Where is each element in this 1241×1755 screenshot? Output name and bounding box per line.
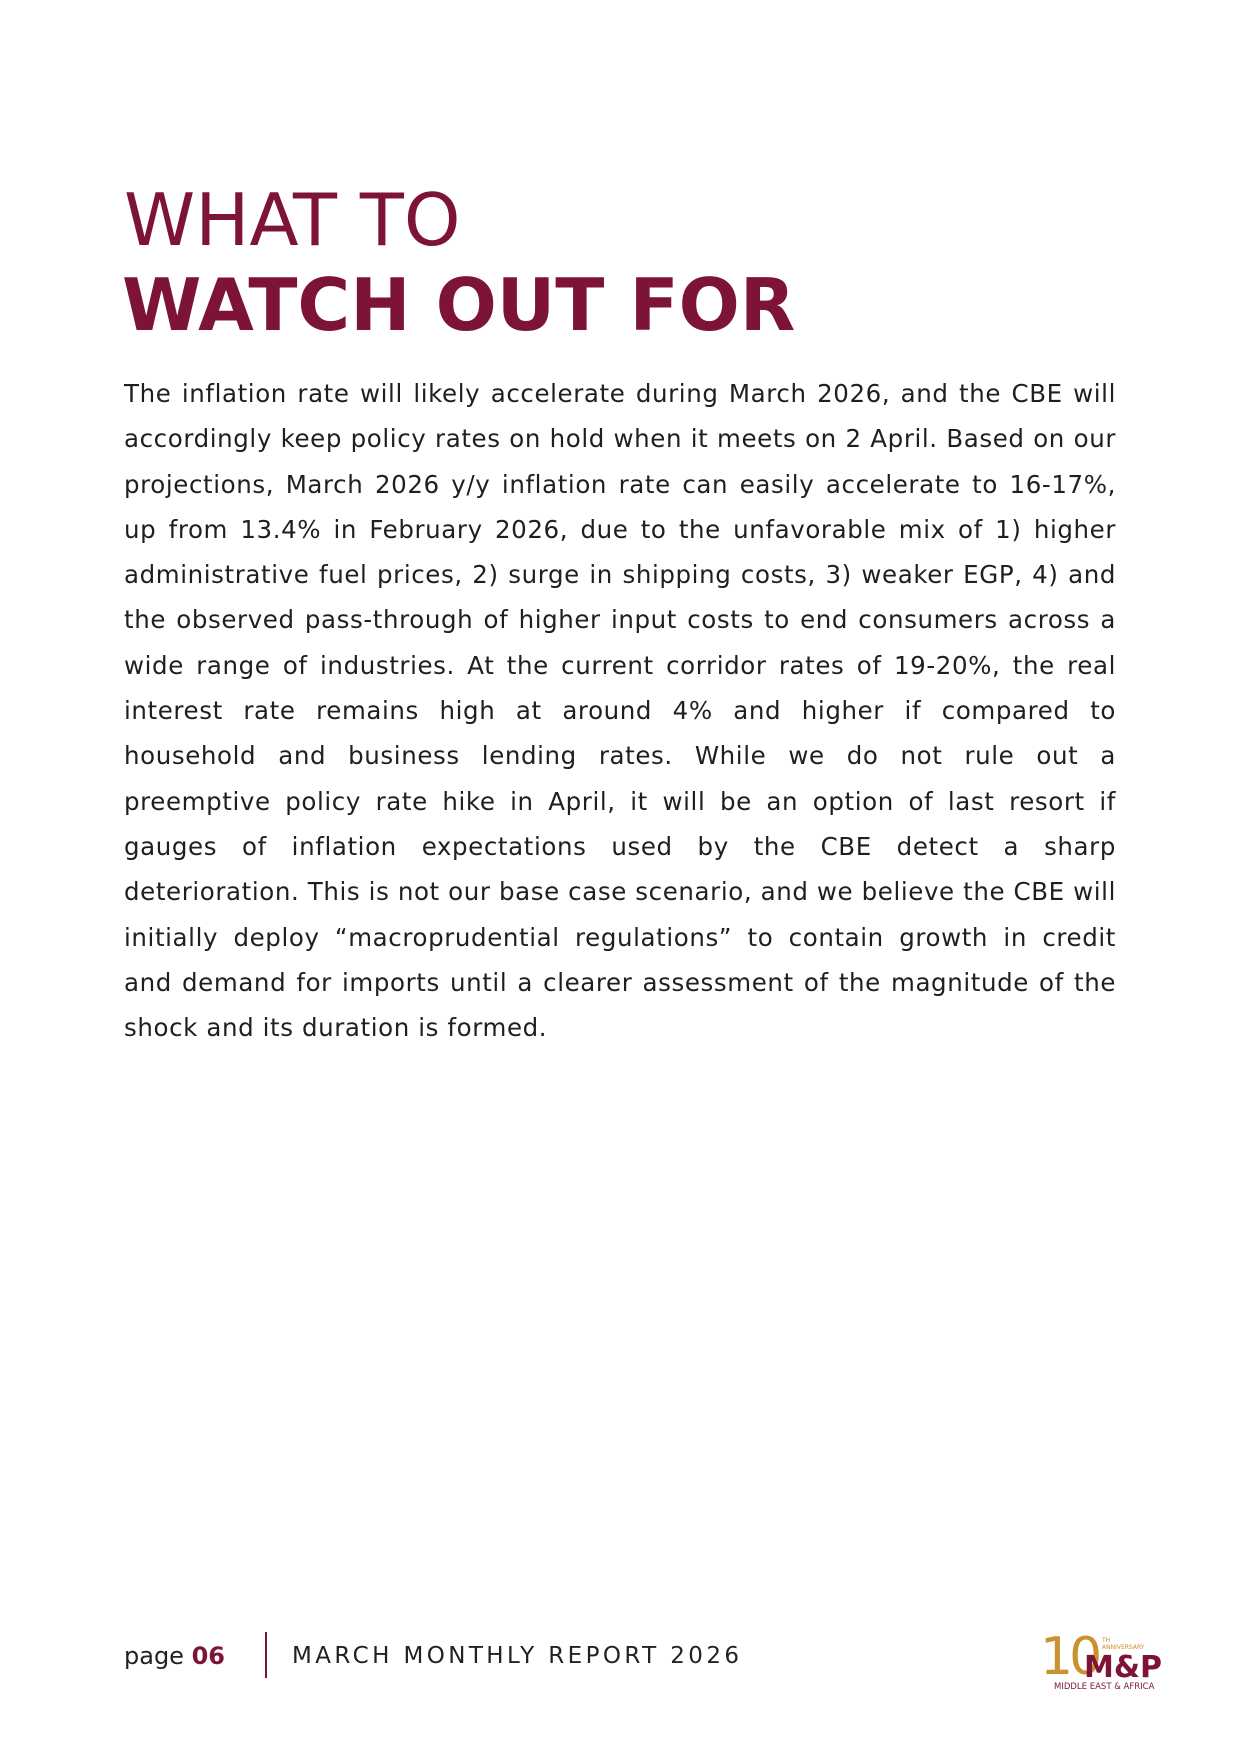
logo-brand: M&P xyxy=(1084,1650,1163,1685)
body-paragraph: The inflation rate will likely accelerate during March 2026, and the CBE will accordingly keep policy rates on hold when it meets on 2 April. Based on our projections, March 2026 y/y inflation rate can easily accelerate to 16-17%, up from 13.4% in February 2026, due to the unfavorable mix of 1) higher administrative fuel prices, 2) surge in shipping costs, 3) weaker EGP, 4) and the observed pass-through of higher input costs to end consumers across a wide range of industries. At the current corridor rates of 19-20%, the real interest rate remains high at around 4% and higher if compared to household and business lending rates. While we do not rule out a preemptive policy rate hike in April, it will be an option of last resort if gauges of inflation expectations used by the CBE detect a sharp deterioration. This is not our base case scenario, and we believe the CBE will initially deploy “macroprudential regulations” to contain growth in credit and demand for imports until a clearer assessment of the magnitude of the shock and its duration is formed. xyxy=(124,379,1116,1043)
page-number: 06 xyxy=(191,1642,225,1670)
company-logo xyxy=(1040,1622,1185,1690)
logo-anniversary-number: 10 xyxy=(1040,1627,1099,1687)
logo-anniversary-text: ANNIVERSARY xyxy=(1102,1644,1145,1651)
logo-anniversary-suffix: TH xyxy=(1102,1637,1111,1644)
page-title-line-2: WATCH OUT FOR xyxy=(122,263,796,347)
logo-region: MIDDLE EAST & AFRICA xyxy=(1054,1682,1155,1690)
page-number-label xyxy=(124,1638,225,1674)
footer-divider xyxy=(265,1632,267,1678)
page-title-line-1: WHAT TO xyxy=(124,178,461,262)
report-title: MARCH MONTHLY REPORT 2026 xyxy=(292,1643,743,1669)
page-label: page xyxy=(124,1642,184,1670)
